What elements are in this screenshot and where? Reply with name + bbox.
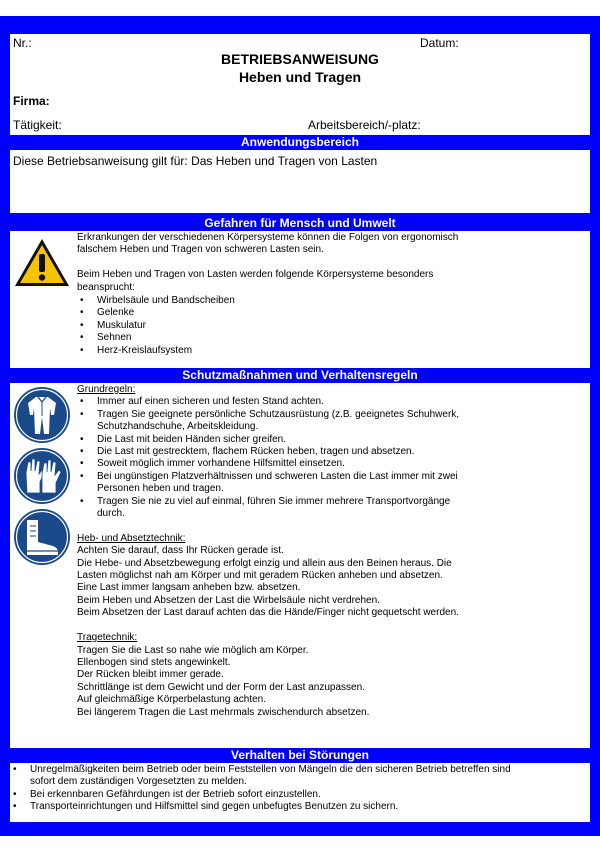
- anwendungsbereich-text: Diese Betriebsanweisung gilt für: Das Heben und Tragen von Lasten: [13, 154, 378, 168]
- section-heading-gefahren: Gefahren für Mensch und Umwelt: [10, 216, 590, 231]
- gefahren-section: [10, 231, 590, 368]
- text-line: Auf gleichmäßige Körperbelastung achten.: [77, 694, 267, 706]
- gefahren-para2: [77, 269, 587, 294]
- text-line: Erkrankungen der verschiedenen Körpersysteme können die Folgen von ergonomisch: [77, 232, 459, 243]
- nr-label: Nr.:: [13, 36, 32, 50]
- protective-gloves-icon: [13, 447, 71, 505]
- page-title: BETRIEBSANWEISUNG: [221, 51, 379, 67]
- firma-label: Firma:: [13, 94, 50, 108]
- schutz-section: [10, 383, 590, 748]
- text-line: Tragen Sie die Last so nahe wie möglich am Körper.: [77, 644, 309, 656]
- stoerungen-section: [10, 764, 590, 814]
- list-item: • Tragen Sie nie zu viel auf einmal, führen Sie immer mehrere Transportvorgänge durch.: [77, 496, 589, 521]
- grundregeln-heading: Grundregeln:: [77, 384, 136, 395]
- list-item: • Tragen Sie geeignete persönliche Schutzausrüstung (z.B. geeignetes Schuhwerk, Schutzhandschuhe, Arbeitskleidung.: [77, 409, 589, 434]
- text-line: falschem Heben und Tragen von schweren Lasten sein.: [77, 244, 324, 256]
- protective-clothing-icon: [13, 386, 71, 444]
- list-item: • Die Last mit beiden Händen sicher greifen.: [77, 434, 589, 446]
- list-item: • Soweit möglich immer vorhandene Hilfsmittel einsetzen.: [77, 458, 589, 470]
- tragetechnik-heading: Tragetechnik:: [77, 632, 138, 644]
- list-item: • Herz-Kreislaufsystem: [77, 345, 587, 357]
- list-item: • Bei ungünstigen Platzverhältnissen und schweren Lasten die Last immer mit zwei Personen heben und tragen.: [77, 471, 589, 496]
- header: [10, 34, 590, 135]
- arbeitsbereich-label: Arbeitsbereich/-platz:: [308, 118, 421, 132]
- text-line: Eine Last immer langsam anheben bzw. absetzen.: [77, 582, 301, 594]
- koerpersysteme-list: [77, 295, 587, 357]
- page-subtitle: Heben und Tragen: [238, 69, 362, 85]
- text-line: Beim Heben und Absetzen der Last die Wirbelsäule nicht verdrehen.: [77, 594, 380, 606]
- list-item: • Bei erkennbaren Gefährdungen ist der Betrieb sofort einzustellen.: [10, 789, 590, 801]
- text-line: beansprucht:: [77, 281, 135, 293]
- text-line: Die Hebe- und Absetzbewegung erfolgt einzig und allein aus den Beinen heraus. Die: [77, 557, 452, 569]
- document-frame: [0, 16, 600, 836]
- list-item: • Sehnen: [77, 332, 587, 344]
- list-item: • Transporteinrichtungen und Hilfsmittel sind gegen unbefugtes Benutzen zu sichern.: [10, 801, 590, 813]
- list-item: • Die Last mit gestrecktem, flachem Rücken heben, tragen und absetzen.: [77, 446, 589, 458]
- taetigkeit-label: Tätigkeit:: [13, 118, 62, 132]
- grundregeln-list: [77, 396, 589, 520]
- section-heading-schutzmassnahmen: Schutzmaßnahmen und Verhaltensregeln: [10, 368, 590, 383]
- text-line: Lasten möglichst nah am Körper und mit geradem Rücken anheben und absetzen.: [77, 570, 443, 582]
- tragetechnik-text: [77, 645, 589, 719]
- gefahren-para1: [77, 232, 587, 257]
- list-item: • Immer auf einen sicheren und festen Stand achten.: [77, 396, 589, 408]
- text-line: Beim Heben und Tragen von Lasten werden folgende Körpersysteme besonders: [77, 269, 434, 281]
- text-line: Der Rücken bleibt immer gerade.: [77, 669, 224, 681]
- text-line: Achten Sie darauf, dass Ihr Rücken gerade ist.: [77, 545, 284, 557]
- list-item: • Muskulatur: [77, 320, 587, 332]
- list-item: • Wirbelsäule und Bandscheiben: [77, 295, 587, 307]
- heb-absetztechnik-text: [77, 545, 589, 619]
- list-item: • Gelenke: [77, 307, 587, 319]
- heb-absetztechnik-heading: Heb- und Absetztechnik:: [77, 532, 186, 544]
- warning-icon: [13, 237, 71, 289]
- text-line: Schrittlänge ist dem Gewicht und der Form der Last anzupassen.: [77, 681, 365, 693]
- section-heading-anwendungsbereich: Anwendungsbereich: [10, 135, 590, 150]
- stoerungen-list: [10, 764, 590, 814]
- text-line: Bei längerem Tragen die Last mehrmals zwischendurch absetzen.: [77, 706, 370, 718]
- safety-boots-icon: [13, 508, 71, 566]
- document-sheet: [10, 34, 590, 822]
- text-line: Beim Absetzen der Last darauf achten das die Hände/Finger nicht gequetscht werden.: [77, 607, 459, 619]
- datum-label: Datum:: [420, 36, 459, 50]
- text-line: Ellenbogen sind stets angewinkelt.: [77, 656, 231, 668]
- section-heading-stoerungen: Verhalten bei Störungen: [10, 748, 590, 763]
- list-item: • Unregelmäßigkeiten beim Betrieb oder beim Feststellen von Mängeln die den sicheren Betrieb betreffen sind sofort dem zuständigen Vorgesetzten zu melden.: [10, 764, 590, 789]
